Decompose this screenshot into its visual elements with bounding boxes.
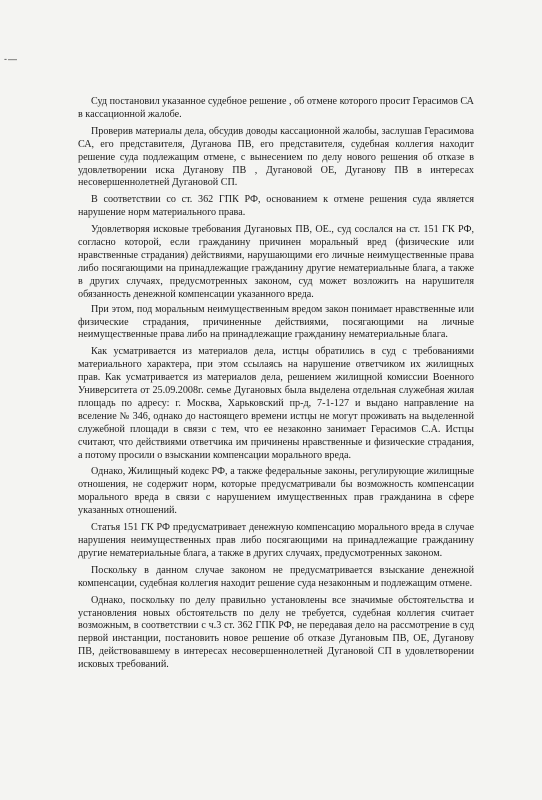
document-page xyxy=(78,96,474,674)
paragraph-review: Проверив материалы дела, обсудив доводы кассационной жалобы, заслушав Герасимова СА, его представителя, Дуганова ПВ, его представителя, судебная коллегия находит решение суда подлежащим отмене, с вынесением по делу нового решения об отказе в удовлетворении иска Дуганову ПВ , Дугановой ОЕ, Дуганову ПВ в интересах несовершеннолетней Дугановой СП. xyxy=(78,125,474,189)
scan-margin-mark: -— xyxy=(4,54,18,64)
paragraph-housing-code: Однако, Жилищный кодекс РФ, а также федеральные законы, регулирующие жилищные отношения, не содержит норм, которые предусматривали бы возможность компенсации морального вреда в связи с нарушением имущественных прав гражданина в сфере указанных отношений. xyxy=(78,466,474,517)
paragraph-case-materials: Как усматривается из материалов дела, истцы обратились в суд с требованиями материального характера, при этом ссылаясь на нарушение ответчиком их жилищных прав. Как усматривается из материалов дела, решением жилищной комиссии Военного Университета от 25.09.2008г. семье Дугановых была выделена отдельная служебная жилая площадь по адресу: г. Москва, Харьковский пр-д, 7-1-127 и выдано направление на вселение № 346, однако до настоящего времени истцы не могут проживать на выделенной служебной площади в связи с тем, что ее незаконно занимает Герасимов С.А. Истцы считают, что действиями ответчика им причинены нравственные и физические страдания, а потому просили о взыскании компенсации морального вреда. xyxy=(78,346,474,461)
paragraph-no-compensation: Поскольку в данном случае законом не предусматривается взыскание денежной компенсации, судебная коллегия находит решение суда незаконным и подлежащим отмене. xyxy=(78,564,474,589)
paragraph-article-151: Удовлетворяя исковые требования Дугановых ПВ, ОЕ., суд сослался на ст. 151 ГК РФ, согласно которой, если гражданину причинен моральный вред (физические или нравственные страдания) действиями, нарушающими его личные неимущественные права либо посягающими на принадлежащие гражданину другие нематериальные блага, а также в других случаях, предусмотренных законом, суд может возложить на нарушителя обязанность денежной компенсации указанного вреда. xyxy=(78,224,474,300)
paragraph-decision: Суд постановил указанное судебное решение , об отмене которого просит Герасимов СА в кассационной жалобе. xyxy=(78,96,474,120)
paragraph-moral-harm: При этом, под моральным неимущественным вредом закон понимает нравственные или физические страдания, причиненные действиями, посягающими на личные неимущественные права либо на принадлежащие гражданину нематериальные блага. xyxy=(78,303,474,341)
paragraph-article-362: В соответствии со ст. 362 ГПК РФ, основанием к отмене решения суда является нарушение норм материального права. xyxy=(78,194,474,219)
paragraph-article-151-compensation: Статья 151 ГК РФ предусматривает денежную компенсацию морального вреда в случае нарушения неимущественных прав либо посягающими на принадлежащие гражданину другие нематериальные блага, а также в других случаях, предусмотренных законом. xyxy=(78,522,474,559)
paragraph-new-decision: Однако, поскольку по делу правильно установлены все значимые обстоятельства и установления новых обстоятельств по делу не требуется, судебная коллегия считает возможным, в соответствии с ч.3 ст. 362 ГПК РФ, не передавая дело на рассмотрение в суд первой инстанции, постановить новое решение об отказе Дугановым ПВ, ОЕ, Дуганову ПВ, действовавшему в интересах несовершеннолетней Дугановой СП в удовлетворении исковых требований. xyxy=(78,594,474,671)
